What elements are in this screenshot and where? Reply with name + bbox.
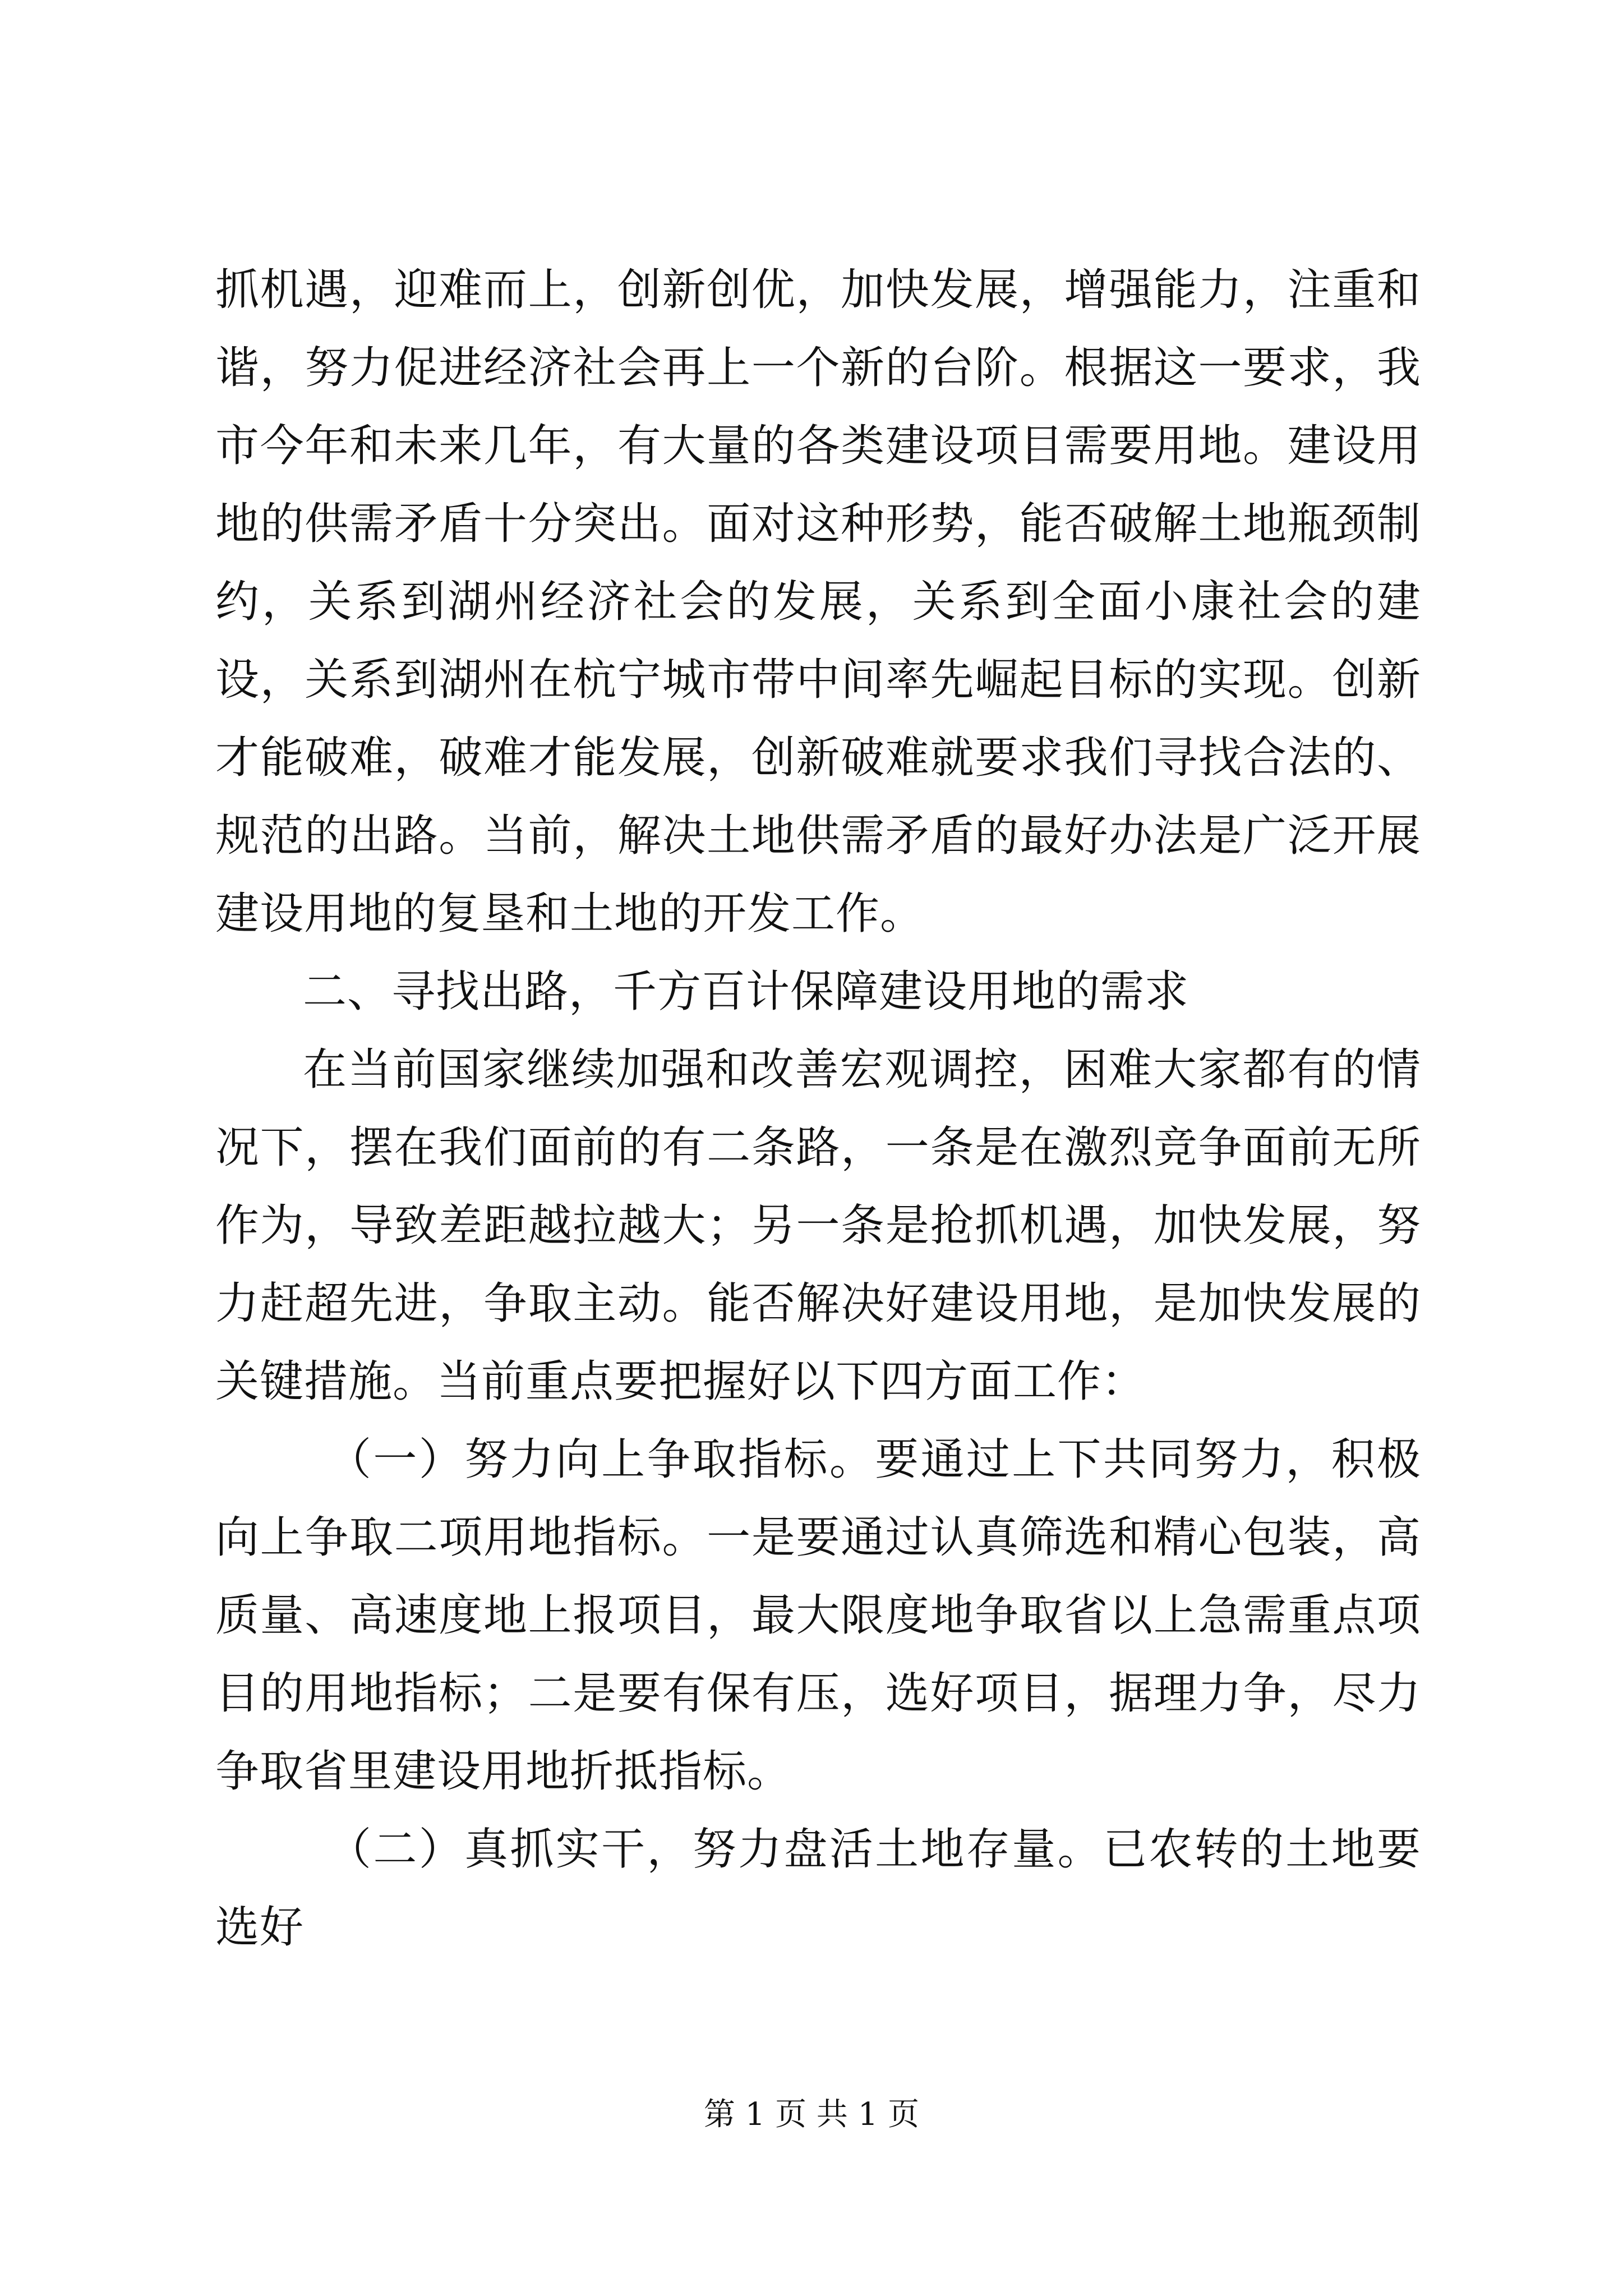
paragraph-item-one: （一）努力向上争取指标。要通过上下共同努力，积极向上争取二项用地指标。一是要通过认真筛选和精心包装，高质量、高速度地上报项目，最大限度地争取省以上急需重点项目的用地指标；二是要有保有压，选好项目，据理力争，尽力争取省里建设用地折抵指标。: [215, 1434, 1421, 1797]
paragraph-continuation: 抓机遇，迎难而上，创新创优，加快发展，增强能力，注重和谐，努力促进经济社会再上一个新的台阶。根据这一要求，我市今年和未来几年，有大量的各类建设项目需要用地。建设用地的供需矛盾十分突出。面对这种形势，能否破解土地瓶颈制约，关系到湖州经济社会的发展，关系到全面小康社会的建设，关系到湖州在杭宁城市带中间率先崛起目标的实现。创新才能破难，破难才能发展，创新破难就要求我们寻找合法的、规范的出路。当前，解决土地供需矛盾的最好办法是广泛开展建设用地的复垦和土地的开发工作。: [215, 265, 1421, 939]
page-footer: 第 1 页 共 1 页: [703, 2096, 920, 2133]
paragraph-item-two: （二）真抓实干，努力盘活土地存量。已农转的土地要选好: [215, 1824, 1421, 1953]
paragraph-section-intro: 在当前国家继续加强和改善宏观调控，困难大家都有的情况下，摆在我们面前的有二条路，一条是在激烈竞争面前无所作为，导致差距越拉越大；另一条是抢抓机遇，加快发展，努力赶超先进，争取主动。能否解决好建设用地，是加快发展的关键措施。当前重点要把握好以下四方面工作：: [215, 1045, 1421, 1407]
section-heading: 二、寻找出路，千方百计保障建设用地的需求: [303, 967, 1189, 1017]
document-body: [215, 251, 1421, 1967]
